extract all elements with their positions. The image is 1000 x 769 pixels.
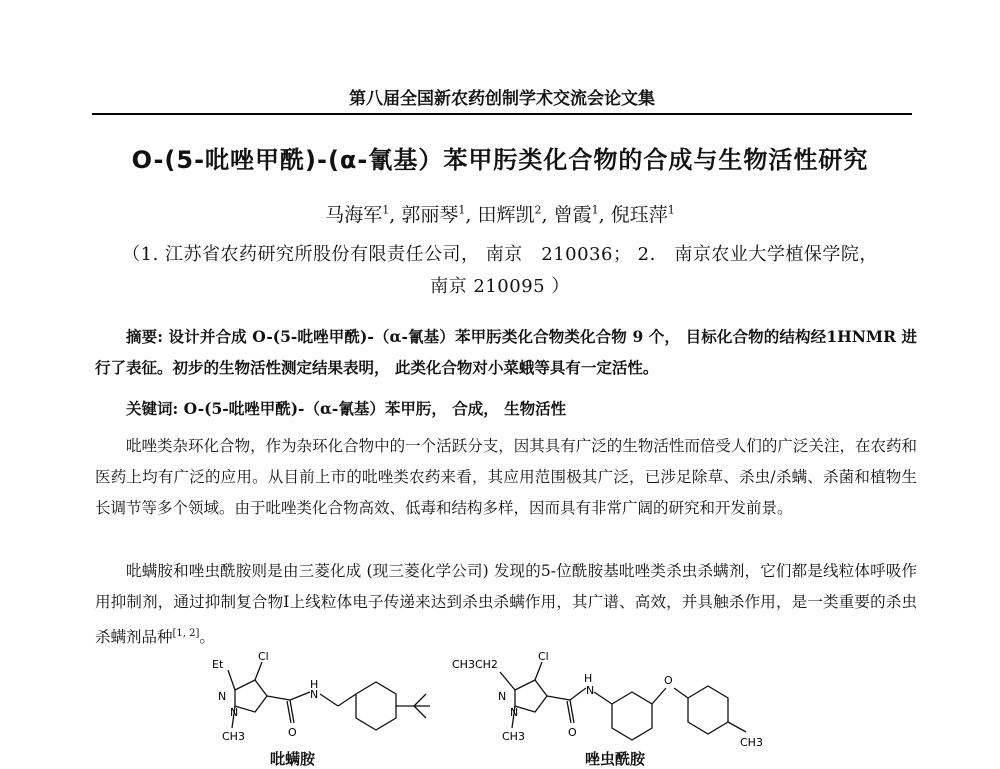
struct-label: N xyxy=(586,684,595,697)
benzene-ring xyxy=(688,686,728,734)
author-affil-mark: 1 xyxy=(382,203,390,217)
struct-label: CH3CH2 xyxy=(452,658,498,671)
journal-title: 第八届全国新农药创制学术交流会论文集 xyxy=(349,89,655,109)
struct-label: CH3 xyxy=(222,730,245,743)
affiliation-line: （1. 江苏省农药研究所股份有限责任公司， 南京 210036； 2. 南京农业大学植保学院， xyxy=(122,244,878,265)
paper-title: O-(5-吡唑甲酰)-(α-氰基）苯甲肟类化合物的合成与生物活性研究 xyxy=(131,146,869,174)
struct-label: H xyxy=(310,678,319,691)
author-name: 田辉凯 xyxy=(477,204,535,226)
struct-label: Et xyxy=(212,658,224,671)
struct-label: O xyxy=(568,726,577,739)
chemical-structures xyxy=(200,648,800,760)
body-paragraph xyxy=(95,556,917,653)
author-name: 马海军 xyxy=(325,204,383,226)
affiliation-line: 南京 210095 ） xyxy=(430,276,570,297)
struct-label: N xyxy=(510,706,519,719)
structure-figure xyxy=(200,648,800,760)
author-affil-mark: 1 xyxy=(667,203,675,217)
body-paragraph-end: 。 xyxy=(199,628,215,647)
author-affil-mark: 1 xyxy=(591,203,599,217)
keywords-text: O-(5-吡唑甲酰)-（α-氰基）苯甲肟， 合成， 生物活性 xyxy=(183,399,567,418)
author-affil-mark: 1 xyxy=(458,203,466,217)
abstract xyxy=(95,321,917,383)
struct-label: CH3 xyxy=(502,730,525,743)
struct-label: N xyxy=(310,688,319,701)
body-paragraph: 吡唑类杂环化合物，作为杂环化合物中的一个活跃分支，因其具有广泛的生物活性而倍受人们的广泛关注，在农药和医药上均有广泛的应用。从目前上市的吡唑类农药来看，其应用范围极其广泛，已涉足除草、杀虫/杀螨、杀菌和植物生长调节等多个领域。由于吡唑类化合物高效、低毒和结构多样，因而具有非常广阔的研究和开发前景。 xyxy=(95,437,917,517)
struct-label: H xyxy=(584,672,593,685)
author-name: 郭丽琴 xyxy=(401,204,459,226)
journal-header xyxy=(92,84,912,115)
benzene-ring xyxy=(612,692,652,740)
author-name: 倪珏萍 xyxy=(610,204,668,226)
author-name: 曾霞 xyxy=(553,204,592,226)
keywords xyxy=(95,393,917,424)
keywords-label: 关键词: xyxy=(126,399,179,418)
struct-label: O xyxy=(288,726,297,739)
struct-label: Cl xyxy=(258,650,269,663)
author-list: 马海军$^1$, 郭丽琴$^1$, 田辉凯$^2$, 曾霞$^1$, 倪珏萍$^1$ xyxy=(325,203,675,226)
struct-label: CH3 xyxy=(740,736,763,749)
structure-caption: 唑虫酰胺 xyxy=(585,750,646,768)
body-paragraph-text: 吡螨胺和唑虫酰胺则是由三菱化成 (现三菱化学公司) 发现的5-位酰胺基吡唑类杀虫杀螨剂，它们都是线粒体呼吸作用抑制剂，通过抑制复合物I上线粒体电子传递来达到杀虫杀螨作用，其广谱、高效，并具触杀作用，是一类重要的杀虫杀螨剂品种 xyxy=(95,562,917,647)
benzene-ring xyxy=(356,682,396,730)
abstract-label: 摘要: xyxy=(126,327,163,346)
citation-ref: [1, 2] xyxy=(172,628,200,639)
pyrazole-ring xyxy=(235,680,267,712)
structure-tebufenpyrad xyxy=(228,662,430,730)
struct-label: N xyxy=(498,690,507,703)
struct-label: O xyxy=(664,674,673,687)
structure-caption: 吡螨胺 xyxy=(270,750,316,768)
struct-label: N xyxy=(218,690,227,703)
abstract-text: 设计并合成 O-(5-吡唑甲酰)-（α-氰基）苯甲肟类化合物类化合物 9 个， 目标化合物的结构经1HNMR 进行了表征。初步的生物活性测定结果表明， 此类化合物对小菜蛾等具有一定活性。 xyxy=(95,327,917,377)
pyrazole-ring xyxy=(515,680,547,712)
struct-label: Cl xyxy=(538,650,549,663)
author-affil-mark: 2 xyxy=(534,203,542,217)
structure-tolfenpyrad xyxy=(500,662,746,740)
struct-label: N xyxy=(230,706,239,719)
